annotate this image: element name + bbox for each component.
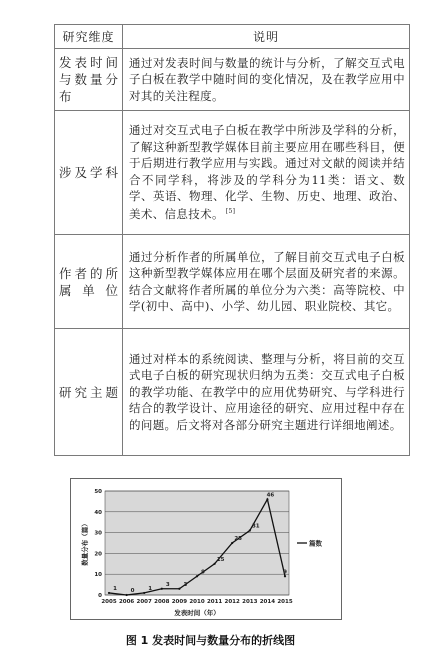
data-label: 1 [148, 585, 153, 592]
header-dimension: 研究维度 [55, 25, 123, 49]
data-point [126, 594, 128, 596]
x-axis-title: 发表时间（年） [174, 609, 220, 617]
description-text: 通过分析作者的所属单位，了解目前交互式电子白板这种新型教学媒体应用在哪个层面及研究者的来源。结合文献将作者所属的单位分为六类：高等院校、中学(初中、高中)、小学、幼儿园、职业院校、其它。 [129, 249, 405, 313]
row-dimension: 作者的所属单位 [55, 235, 123, 329]
plot-area [105, 491, 289, 595]
data-label: 1 [113, 585, 117, 592]
data-point [231, 542, 233, 544]
data-label: 15 [216, 556, 225, 563]
data-point [178, 588, 180, 590]
data-label: 0 [130, 588, 135, 594]
y-tick-label: 30 [94, 530, 102, 537]
data-point [284, 575, 286, 577]
data-label: 3 [183, 581, 188, 588]
y-tick-label: 50 [94, 489, 102, 495]
x-tick-label: 2005 [101, 599, 117, 605]
data-label: 46 [266, 492, 275, 499]
table-row [55, 235, 410, 329]
y-tick-label: 20 [94, 551, 102, 558]
row-description [123, 49, 410, 111]
data-point [214, 563, 216, 565]
data-point [249, 529, 251, 531]
x-tick-label: 2012 [224, 599, 240, 605]
table-row [55, 329, 410, 456]
y-tick-label: 10 [94, 572, 102, 579]
data-point [266, 498, 268, 500]
y-axis-title: 数量分布（篇） [81, 520, 89, 566]
table-row [55, 111, 410, 235]
data-label: 31 [251, 523, 260, 530]
data-point [108, 592, 110, 594]
table-header-row [55, 25, 410, 49]
data-label: 25 [234, 536, 243, 542]
data-point [161, 588, 163, 590]
x-tick-label: 2011 [206, 599, 223, 605]
x-tick-label: 2010 [189, 599, 205, 605]
row-description [123, 329, 410, 456]
row-dimension: 研究主题 [55, 329, 123, 456]
row-description [123, 111, 410, 235]
line-chart-svg [71, 479, 343, 621]
row-dimension: 发表时间与数量分布 [55, 49, 123, 111]
x-tick-label: 2014 [259, 599, 276, 605]
header-description: 说明 [123, 25, 410, 49]
x-tick-label: 2007 [136, 599, 152, 605]
y-tick-label: 40 [94, 509, 102, 516]
data-point [196, 575, 198, 577]
research-dimension-table [54, 24, 410, 456]
data-label: 9 [201, 569, 205, 576]
data-label: 3 [165, 581, 170, 588]
description-text: 通过对交互式电子白板在教学中所涉及学科的分析，了解这种新型教学媒体目前主要应用在哪些科目，便于后期进行教学应用与实践。通过对文献的阅读并结合不同学科，将涉及的学科分为11类：语文、数学、英语、物理、化学、生物、历史、地理、政治、美术、信息技术。 [129, 123, 405, 222]
x-tick-label: 2009 [171, 599, 188, 605]
description-text: 通过对发表时间与数量的统计与分析，了解交互式电子白板在教学中随时间的变化情况，及在教学应用中对其的关注程度。 [129, 55, 405, 103]
x-tick-label: 2008 [154, 599, 170, 605]
x-tick-label: 2013 [242, 599, 258, 605]
row-description [123, 235, 410, 329]
x-tick-label: 2006 [118, 599, 135, 605]
figure-caption: 图 1 发表时间与数量分布的折线图 [125, 634, 296, 647]
data-point [143, 592, 145, 594]
table-row [55, 49, 410, 111]
x-tick-label: 2015 [277, 599, 293, 605]
citation-mark: [5] [225, 208, 236, 216]
row-dimension: 涉及学科 [55, 111, 123, 235]
description-text: 通过对样本的系统阅读、整理与分析，将目前的交互式电子白板的研究现状归纳为五类：交互式电子白板的教学功能、在教学中的应用优势研究、与学科进行结合的教学设计、应用途径的研究、应用过程中存在的问题。后文将对各部分研究主题进行详细地阐述。 [129, 351, 405, 432]
data-label: 9 [283, 569, 287, 576]
line-chart [70, 478, 342, 620]
legend-label: 篇数 [309, 539, 322, 548]
y-tick-label: 0 [98, 593, 102, 599]
